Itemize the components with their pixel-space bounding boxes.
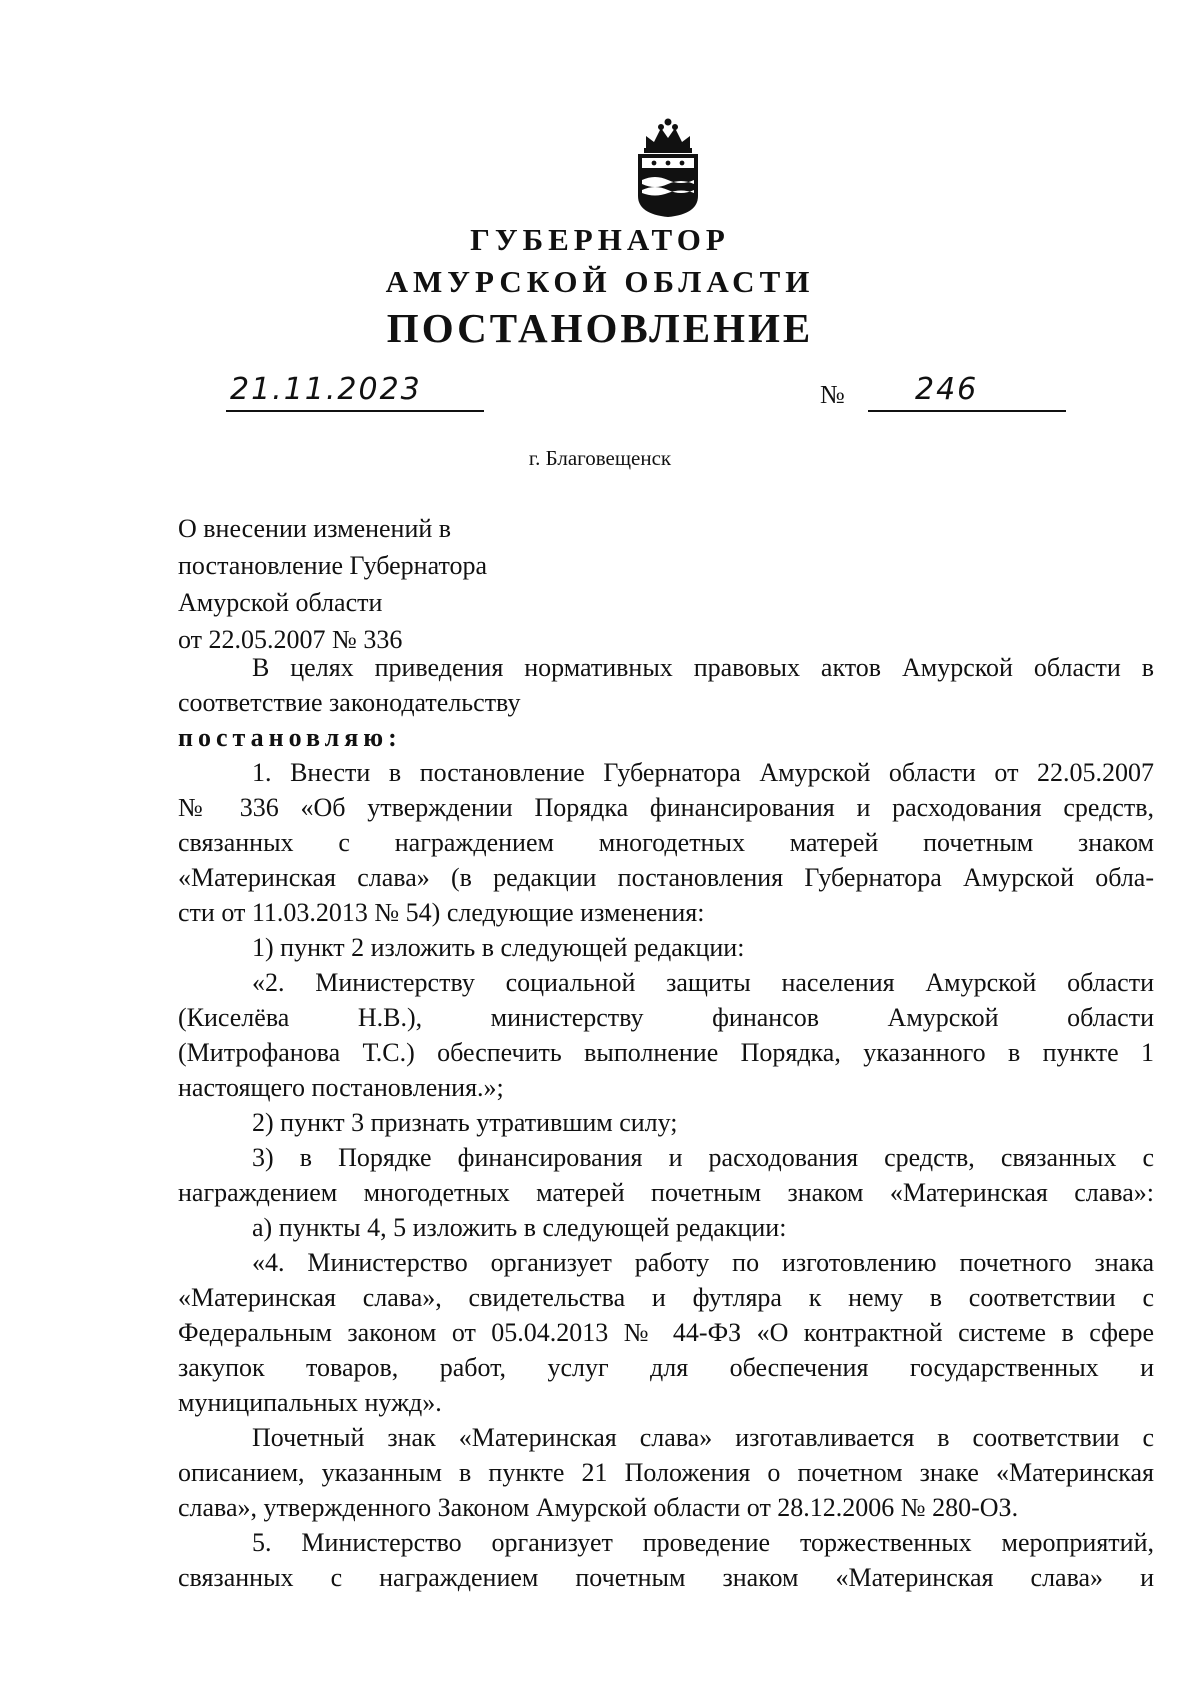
header-title-region: АМУРСКОЙ ОБЛАСТИ	[385, 264, 815, 299]
subject-line: постановление Губернатора	[178, 551, 488, 580]
body-line: 5. Министерство организует проведение торжественных мероприятий,	[252, 1528, 1154, 1557]
document-type-title: ПОСТАНОВЛЕНИЕ	[386, 305, 814, 351]
header-title-governor: ГУБЕРНАТОР	[470, 222, 730, 257]
body-line: закупок товаров, работ, услуг для обеспечения государственных и	[178, 1353, 1154, 1382]
body-line: связанных с награждением многодетных матерей почетным знаком	[178, 828, 1154, 857]
body-line: соответствие законодательству	[178, 688, 521, 717]
body-line: «2. Министерству социальной защиты населения Амурской области	[252, 968, 1154, 997]
handwritten-date: 21.11.2023	[230, 372, 422, 407]
body-line: а) пункты 4, 5 изложить в следующей редакции:	[252, 1213, 787, 1242]
body-line: настоящего постановления.»;	[178, 1073, 504, 1102]
subject-line: Амурской области	[178, 588, 383, 617]
body-line: награждением многодетных матерей почетным знаком «Материнская слава»:	[178, 1178, 1154, 1207]
body-line: сти от 11.03.2013 № 54) следующие изменения:	[178, 898, 705, 927]
body-line: «Материнская слава» (в редакции постановления Губернатора Амурской обла-	[178, 863, 1154, 892]
body-line: Почетный знак «Материнская слава» изготавливается в соответствии с	[252, 1423, 1154, 1452]
body-text	[178, 650, 1154, 1595]
body-line: (Митрофанова Т.С.) обеспечить выполнение Порядка, указанного в пункте 1	[178, 1038, 1154, 1067]
body-line: 3) в Порядке финансирования и расходования средств, связанных с	[252, 1143, 1154, 1172]
body-line: «Материнская слава», свидетельства и футляра к нему в соответствии с	[178, 1283, 1154, 1312]
body-line: Федеральным законом от 05.04.2013 № 44-ФЗ «О контрактной системе в сфере	[178, 1318, 1154, 1347]
body-line: связанных с награждением почетным знаком «Материнская слава» и	[178, 1563, 1154, 1592]
subject-block	[178, 510, 487, 658]
body-line: В целях приведения нормативных правовых актов Амурской области в	[252, 653, 1154, 682]
coat-of-arms-icon	[628, 118, 708, 218]
number-sign: №	[820, 380, 845, 409]
body-line: слава», утвержденного Законом Амурской области от 28.12.2006 № 280-ОЗ.	[178, 1493, 1019, 1522]
number-underline	[868, 410, 1066, 412]
body-line: (Киселёва Н.В.), министерству финансов Амурской области	[178, 1003, 1154, 1032]
body-line: 1. Внести в постановление Губернатора Амурской области от 22.05.2007	[252, 758, 1154, 787]
body-line: № 336 «Об утверждении Порядка финансирования и расходования средств,	[178, 793, 1154, 822]
body-line: «4. Министерство организует работу по изготовлению почетного знака	[252, 1248, 1154, 1277]
date-underline	[226, 410, 484, 412]
body-line: описанием, указанным в пункте 21 Положения о почетном знаке «Материнская	[178, 1458, 1154, 1487]
body-line: 2) пункт 3 признать утратившим силу;	[252, 1108, 678, 1137]
subject-line: от 22.05.2007 № 336	[178, 625, 403, 654]
subject-line: О внесении изменений в	[178, 514, 452, 543]
body-line: 1) пункт 2 изложить в следующей редакции:	[252, 933, 745, 962]
handwritten-number: 246	[915, 372, 979, 407]
resolve-word: постановляю:	[178, 723, 402, 752]
body-line: муниципальных нужд».	[178, 1388, 442, 1417]
city-label: г. Благовещенск	[528, 446, 672, 470]
